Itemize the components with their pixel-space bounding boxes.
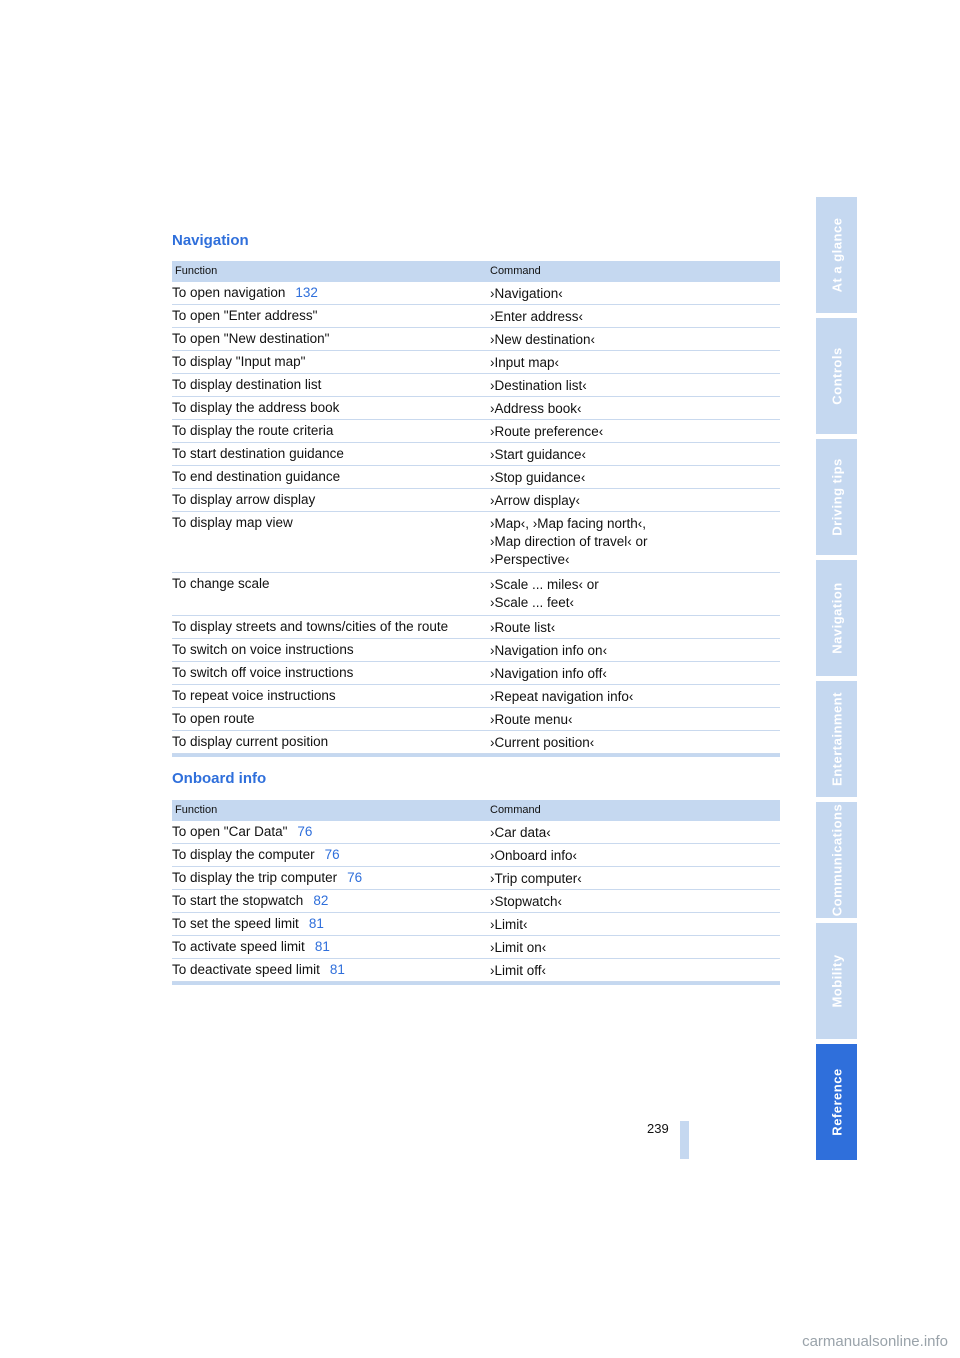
function-text: To display map view bbox=[172, 515, 293, 530]
command-cell bbox=[490, 939, 546, 957]
table-row bbox=[172, 573, 780, 616]
tab-label: Navigation bbox=[829, 582, 844, 654]
function-text: To start the stopwatch bbox=[172, 893, 304, 908]
command-text: ›Map‹, ›Map facing north‹, bbox=[490, 516, 647, 531]
tab-navigation[interactable] bbox=[816, 560, 857, 676]
command-cell bbox=[490, 285, 563, 303]
tab-entertainment[interactable] bbox=[816, 681, 857, 797]
command-text: ›Map direction of travel‹ or bbox=[490, 534, 648, 549]
function-cell bbox=[172, 939, 330, 954]
function-text: To open "New destination" bbox=[172, 331, 330, 346]
command-text: ›Car data‹ bbox=[490, 825, 551, 840]
table-row bbox=[172, 489, 780, 512]
function-text: To set the speed limit bbox=[172, 916, 299, 931]
function-cell bbox=[172, 331, 329, 346]
tab-controls[interactable] bbox=[816, 318, 857, 434]
command-text: ›Scale ... miles‹ or bbox=[490, 577, 599, 592]
command-text: ›Trip computer‹ bbox=[490, 871, 582, 886]
command-cell bbox=[490, 423, 603, 441]
command-text: ›Repeat navigation info‹ bbox=[490, 689, 634, 704]
function-cell bbox=[172, 576, 270, 591]
command-text: ›Onboard info‹ bbox=[490, 848, 578, 863]
function-cell bbox=[172, 962, 345, 977]
tab-mobility[interactable] bbox=[816, 923, 857, 1039]
function-cell bbox=[172, 734, 328, 749]
command-cell bbox=[490, 492, 580, 510]
tab-label: Driving tips bbox=[829, 458, 844, 536]
function-cell bbox=[172, 492, 315, 507]
table-header bbox=[172, 800, 780, 821]
function-cell bbox=[172, 893, 328, 908]
table-row bbox=[172, 890, 780, 913]
onboard-info-table bbox=[172, 800, 780, 985]
command-cell bbox=[490, 576, 599, 612]
function-text: To display the route criteria bbox=[172, 423, 334, 438]
command-text: ›Navigation info on‹ bbox=[490, 643, 608, 658]
command-header: Command bbox=[490, 804, 541, 816]
command-text: ›Address book‹ bbox=[490, 401, 582, 416]
command-text: ›Start guidance‹ bbox=[490, 447, 587, 462]
table-row bbox=[172, 328, 780, 351]
watermark: carmanualsonline.info bbox=[802, 1333, 948, 1350]
function-text: To open navigation bbox=[172, 285, 286, 300]
function-cell bbox=[172, 515, 293, 530]
table-row bbox=[172, 731, 780, 754]
tab-label: Communications bbox=[829, 803, 844, 917]
table-row bbox=[172, 305, 780, 328]
command-cell bbox=[490, 916, 528, 934]
navigation-heading: Navigation bbox=[172, 232, 249, 249]
function-cell bbox=[172, 665, 353, 680]
table-row bbox=[172, 662, 780, 685]
tab-label: Reference bbox=[829, 1068, 844, 1136]
command-cell bbox=[490, 870, 582, 888]
command-cell bbox=[490, 734, 594, 752]
function-text: To display the trip computer bbox=[172, 870, 338, 885]
function-cell bbox=[172, 847, 340, 862]
page-number: 239 bbox=[647, 1121, 669, 1136]
command-text: ›Route list‹ bbox=[490, 620, 556, 635]
page-reference-link[interactable]: 81 bbox=[314, 939, 330, 954]
tab-at-a-glance[interactable] bbox=[816, 197, 857, 313]
command-text: ›Arrow display‹ bbox=[490, 493, 581, 508]
function-text: To open route bbox=[172, 711, 255, 726]
function-cell bbox=[172, 400, 339, 415]
function-cell bbox=[172, 870, 362, 885]
function-cell bbox=[172, 711, 255, 726]
table-row bbox=[172, 374, 780, 397]
function-text: To open "Car Data" bbox=[172, 824, 288, 839]
function-text: To start destination guidance bbox=[172, 446, 344, 461]
table-row bbox=[172, 959, 780, 982]
command-cell bbox=[490, 665, 607, 683]
command-text: ›Navigation info off‹ bbox=[490, 666, 607, 681]
function-text: To change scale bbox=[172, 576, 270, 591]
table-row bbox=[172, 867, 780, 890]
function-text: To end destination guidance bbox=[172, 469, 341, 484]
function-cell bbox=[172, 619, 448, 634]
table-row bbox=[172, 936, 780, 959]
function-text: To switch on voice instructions bbox=[172, 642, 354, 657]
function-cell bbox=[172, 285, 318, 300]
command-cell bbox=[490, 893, 562, 911]
page-reference-link[interactable]: 82 bbox=[313, 893, 329, 908]
command-cell bbox=[490, 642, 607, 660]
tab-label: Mobility bbox=[829, 954, 844, 1008]
table-row bbox=[172, 512, 780, 573]
navigation-table bbox=[172, 261, 780, 757]
function-text: To repeat voice instructions bbox=[172, 688, 336, 703]
command-cell bbox=[490, 469, 585, 487]
tab-label: Entertainment bbox=[829, 692, 844, 786]
command-cell bbox=[490, 446, 586, 464]
function-text: To activate speed limit bbox=[172, 939, 305, 954]
command-text: ›Input map‹ bbox=[490, 355, 560, 370]
page-reference-link[interactable]: 81 bbox=[329, 962, 345, 977]
table-header bbox=[172, 261, 780, 282]
page-reference-link[interactable]: 132 bbox=[295, 285, 318, 300]
function-text: To switch off voice instructions bbox=[172, 665, 354, 680]
command-cell bbox=[490, 308, 583, 326]
command-cell bbox=[490, 400, 582, 418]
function-text: To open "Enter address" bbox=[172, 308, 318, 323]
command-cell bbox=[490, 962, 546, 980]
command-cell bbox=[490, 847, 577, 865]
command-cell bbox=[490, 711, 573, 729]
function-header: Function bbox=[175, 804, 218, 816]
function-cell bbox=[172, 688, 336, 703]
table-row bbox=[172, 913, 780, 936]
command-text: ›Limit on‹ bbox=[490, 940, 547, 955]
tab-label: Controls bbox=[829, 347, 844, 405]
function-text: To display the computer bbox=[172, 847, 315, 862]
table-row bbox=[172, 420, 780, 443]
function-text: To display destination list bbox=[172, 377, 322, 392]
function-cell bbox=[172, 377, 321, 392]
table-row bbox=[172, 351, 780, 374]
command-text: ›Route preference‹ bbox=[490, 424, 604, 439]
function-text: To deactivate speed limit bbox=[172, 962, 320, 977]
command-text: ›Scale ... feet‹ bbox=[490, 595, 575, 610]
command-cell bbox=[490, 377, 587, 395]
table-row bbox=[172, 821, 780, 844]
function-cell bbox=[172, 308, 317, 323]
command-text: ›Limit‹ bbox=[490, 917, 528, 932]
command-cell bbox=[490, 331, 595, 349]
tab-reference[interactable] bbox=[816, 1044, 857, 1160]
command-header: Command bbox=[490, 265, 541, 277]
command-cell bbox=[490, 824, 551, 842]
function-text: To display current position bbox=[172, 734, 329, 749]
function-cell bbox=[172, 642, 354, 657]
table-row bbox=[172, 685, 780, 708]
page-reference-link[interactable]: 81 bbox=[308, 916, 324, 931]
command-text: ›Limit off‹ bbox=[490, 963, 547, 978]
function-cell bbox=[172, 423, 333, 438]
tab-communications[interactable] bbox=[816, 802, 857, 918]
onboard-info-heading: Onboard info bbox=[172, 770, 267, 787]
function-cell bbox=[172, 354, 305, 369]
page-reference-link[interactable]: 76 bbox=[324, 847, 340, 862]
command-text: ›Route menu‹ bbox=[490, 712, 573, 727]
function-text: To display "Input map" bbox=[172, 354, 306, 369]
table-row bbox=[172, 466, 780, 489]
command-text: ›New destination‹ bbox=[490, 332, 596, 347]
table-row bbox=[172, 443, 780, 466]
command-cell bbox=[490, 354, 559, 372]
table-row bbox=[172, 844, 780, 867]
command-cell bbox=[490, 688, 633, 706]
command-text: ›Enter address‹ bbox=[490, 309, 584, 324]
tab-label: At a glance bbox=[829, 217, 844, 293]
function-text: To display streets and towns/cities of the route bbox=[172, 619, 449, 634]
function-text: To display arrow display bbox=[172, 492, 316, 507]
page-reference-link[interactable]: 76 bbox=[297, 824, 313, 839]
table-row bbox=[172, 397, 780, 420]
tab-driving-tips[interactable] bbox=[816, 439, 857, 555]
table-row bbox=[172, 639, 780, 662]
command-text: ›Current position‹ bbox=[490, 735, 595, 750]
function-cell bbox=[172, 916, 324, 931]
table-row bbox=[172, 282, 780, 305]
function-cell bbox=[172, 824, 312, 839]
function-cell bbox=[172, 446, 344, 461]
command-text: ›Stop guidance‹ bbox=[490, 470, 586, 485]
page-reference-link[interactable]: 76 bbox=[347, 870, 363, 885]
command-text: ›Navigation‹ bbox=[490, 286, 563, 301]
function-cell bbox=[172, 469, 340, 484]
page-marker bbox=[680, 1121, 689, 1159]
command-cell bbox=[490, 619, 555, 637]
command-text: ›Perspective‹ bbox=[490, 552, 570, 567]
section-tabs bbox=[816, 197, 857, 1165]
command-cell bbox=[490, 515, 648, 569]
table-row bbox=[172, 616, 780, 639]
function-text: To display the address book bbox=[172, 400, 340, 415]
command-text: ›Stopwatch‹ bbox=[490, 894, 563, 909]
function-header: Function bbox=[175, 265, 218, 277]
command-text: ›Destination list‹ bbox=[490, 378, 587, 393]
table-row bbox=[172, 708, 780, 731]
